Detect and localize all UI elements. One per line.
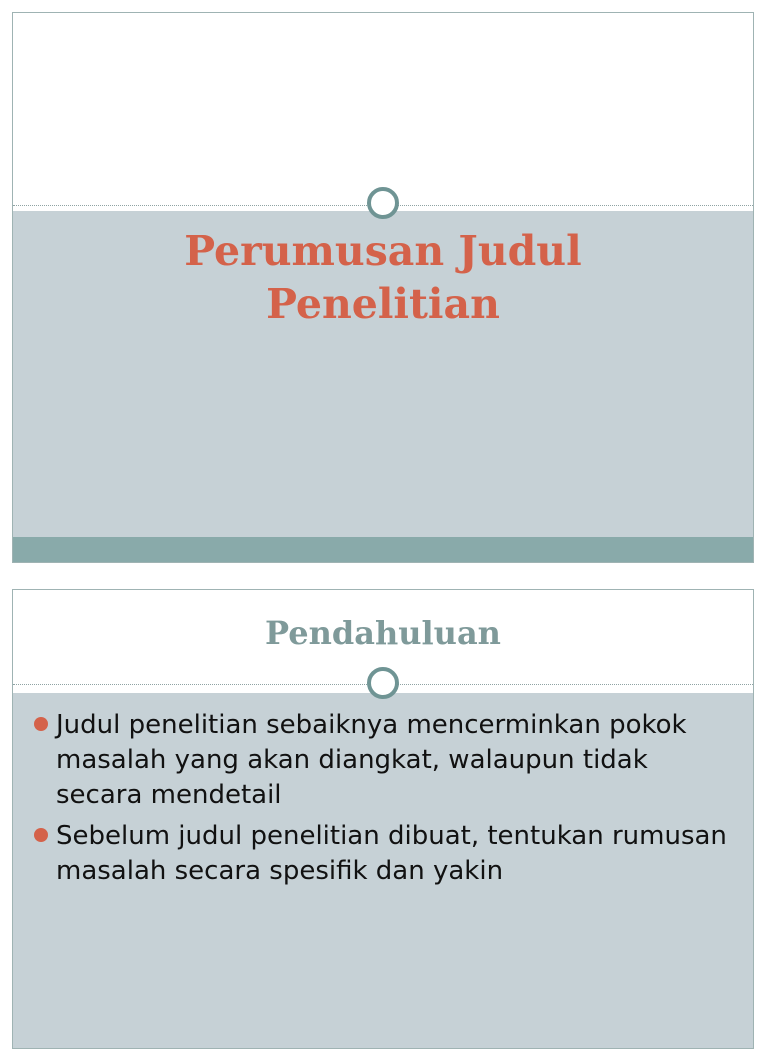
bullet-text: Judul penelitian sebaiknya mencerminkan pokok masalah yang akan diangkat, walaupun tidak secara mendetail: [56, 710, 687, 810]
slide-title: Pendahuluan: [265, 614, 501, 652]
slide-title-line-2: Penelitian: [266, 280, 500, 328]
bottom-accent-band: [13, 537, 753, 563]
slide-title-line-1: Perumusan Judul: [184, 227, 582, 275]
circle-ornament-icon: [367, 187, 399, 219]
bullet-item: [33, 819, 741, 889]
slide-2: [12, 589, 754, 1049]
bullet-dot-icon: [34, 828, 48, 842]
slide-title: [73, 225, 693, 331]
slide-1: [12, 12, 754, 563]
circle-ornament-icon: [367, 667, 399, 699]
bullet-item: [33, 708, 741, 813]
bullet-list: [33, 708, 741, 895]
bullet-dot-icon: [34, 717, 48, 731]
bullet-text: Sebelum judul penelitian dibuat, tentukan rumusan masalah secara spesifik dan yakin: [56, 821, 727, 886]
slide-header-area: [13, 13, 753, 205]
